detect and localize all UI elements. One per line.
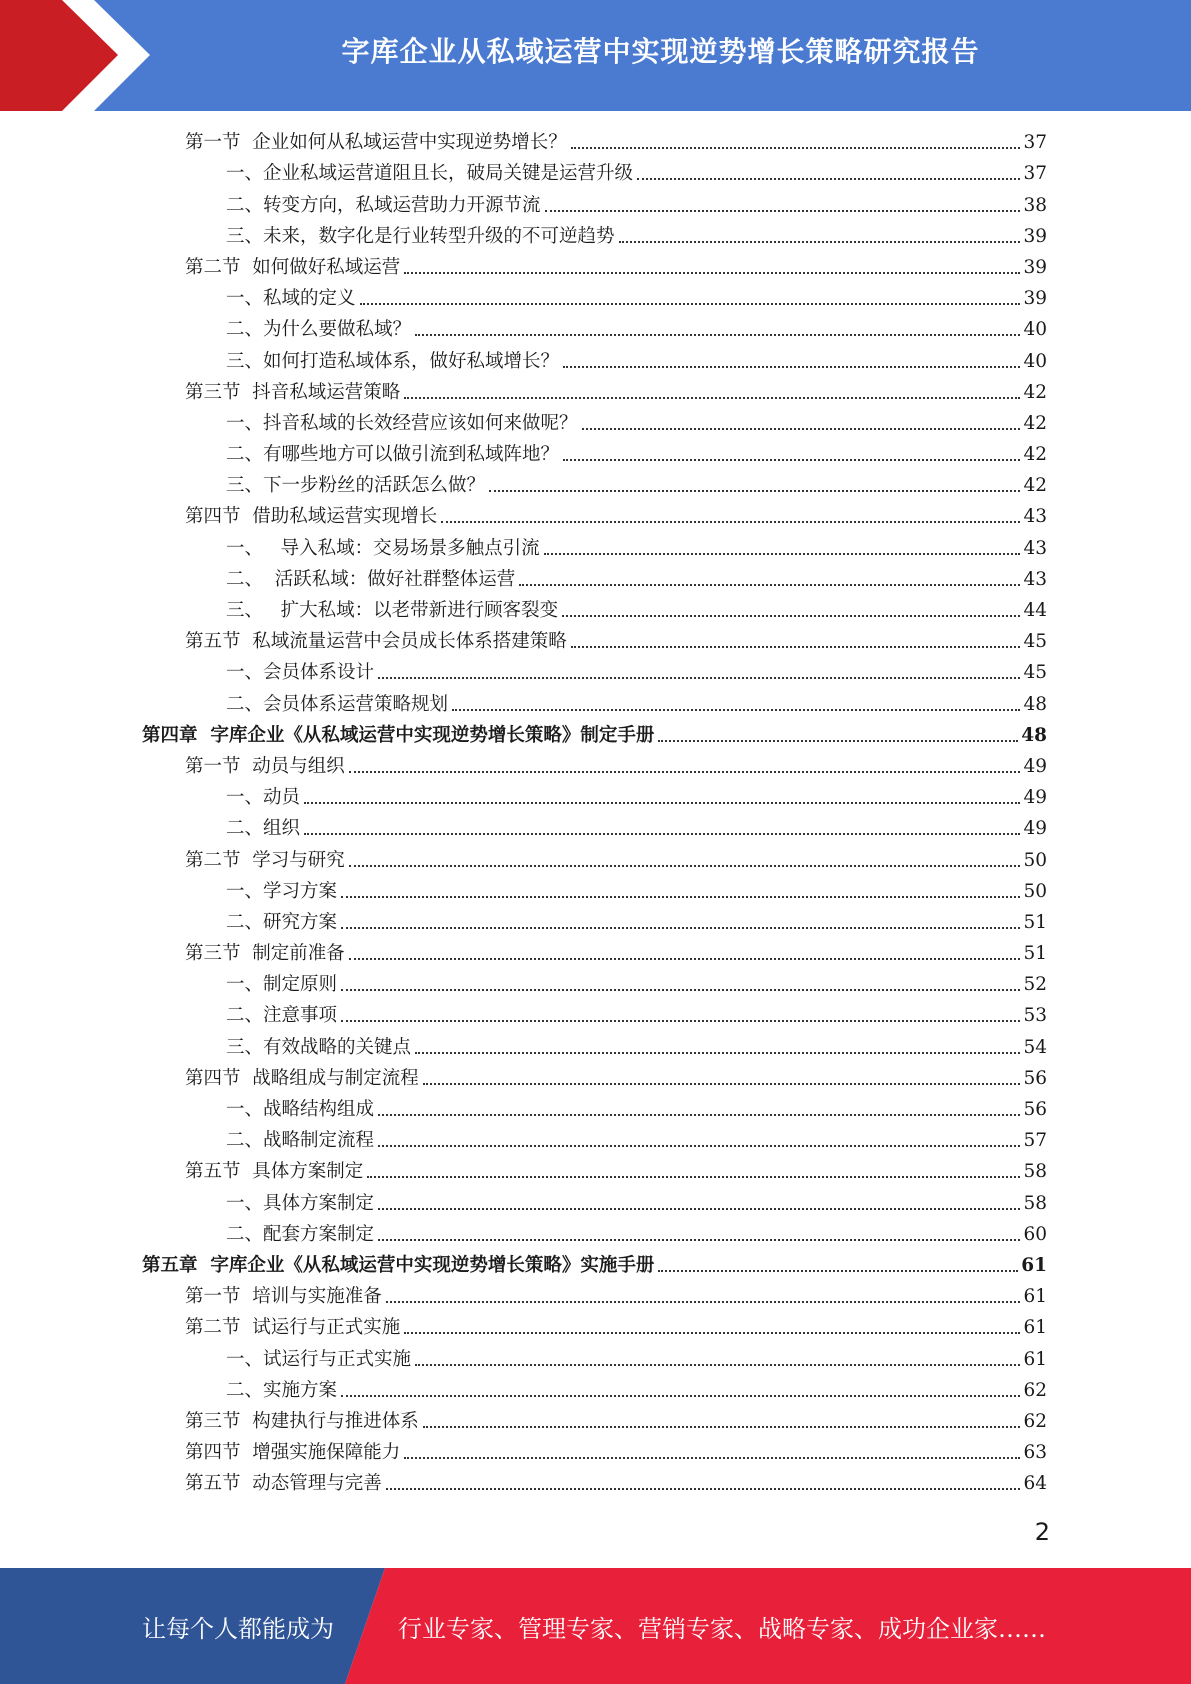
toc-entry-title: 第一节 培训与实施准备 xyxy=(185,1286,382,1308)
toc-dot-leader xyxy=(415,1052,1020,1054)
toc-entry-section[interactable] xyxy=(0,1063,1191,1094)
toc-entry-page-number: 38 xyxy=(1023,194,1047,216)
page-header xyxy=(0,0,1191,111)
toc-entry-page-number: 64 xyxy=(1023,1473,1047,1495)
toc-entry-section[interactable] xyxy=(0,252,1191,283)
toc-entry-item[interactable] xyxy=(0,1375,1191,1406)
toc-entry-page-number: 54 xyxy=(1023,1036,1047,1058)
toc-entry-item[interactable] xyxy=(0,564,1191,595)
header-arrow-decoration xyxy=(0,0,160,111)
toc-entry-section[interactable] xyxy=(0,1312,1191,1343)
toc-entry-item[interactable] xyxy=(0,1125,1191,1156)
toc-entry-section[interactable] xyxy=(0,377,1191,408)
toc-dot-leader xyxy=(349,865,1021,867)
toc-entry-page-number: 61 xyxy=(1021,1254,1047,1276)
toc-entry-title: 二、会员体系运营策略规划 xyxy=(226,693,449,715)
toc-dot-leader xyxy=(349,958,1021,960)
toc-entry-page-number: 43 xyxy=(1023,506,1047,528)
toc-entry-section[interactable] xyxy=(0,127,1191,158)
toc-dot-leader xyxy=(423,1083,1021,1085)
toc-entry-item[interactable] xyxy=(0,439,1191,470)
toc-entry-title: 一、试运行与正式实施 xyxy=(226,1348,412,1370)
toc-entry-page-number: 37 xyxy=(1023,132,1047,154)
page-footer xyxy=(0,1568,1191,1684)
toc-entry-item[interactable] xyxy=(0,876,1191,907)
toc-entry-section[interactable] xyxy=(0,938,1191,969)
toc-dot-leader xyxy=(378,1208,1020,1210)
toc-entry-title: 一、 导入私域：交易场景多触点引流 xyxy=(226,537,540,559)
toc-dot-leader xyxy=(360,303,1021,305)
toc-entry-page-number: 62 xyxy=(1023,1379,1047,1401)
table-of-contents xyxy=(0,127,1191,1499)
toc-entry-page-number: 52 xyxy=(1023,974,1047,996)
toc-dot-leader xyxy=(404,1457,1020,1459)
toc-entry-title: 三、有效战略的关键点 xyxy=(226,1036,412,1058)
toc-entry-item[interactable] xyxy=(0,345,1191,376)
toc-entry-section[interactable] xyxy=(0,626,1191,657)
toc-entry-page-number: 61 xyxy=(1023,1286,1047,1308)
toc-entry-title: 二、有哪些地方可以做引流到私域阵地？ xyxy=(226,444,560,466)
toc-entry-title: 二、配套方案制定 xyxy=(226,1223,375,1245)
toc-dot-leader xyxy=(637,178,1020,180)
toc-dot-leader xyxy=(423,1426,1021,1428)
toc-entry-page-number: 62 xyxy=(1023,1410,1047,1432)
toc-dot-leader xyxy=(571,646,1021,648)
toc-dot-leader xyxy=(563,459,1020,461)
toc-entry-page-number: 61 xyxy=(1023,1348,1047,1370)
toc-entry-item[interactable] xyxy=(0,221,1191,252)
toc-entry-item[interactable] xyxy=(0,532,1191,563)
toc-entry-page-number: 60 xyxy=(1023,1223,1047,1245)
toc-entry-title: 二、研究方案 xyxy=(226,911,338,933)
toc-entry-page-number: 44 xyxy=(1023,600,1047,621)
toc-entry-page-number: 40 xyxy=(1023,350,1047,372)
report-title: 字库企业从私域运营中实现逆势增长策略研究报告 xyxy=(341,35,980,68)
toc-dot-leader xyxy=(658,740,1018,742)
toc-entry-title: 一、动员 xyxy=(226,787,301,809)
toc-entry-page-number: 51 xyxy=(1023,943,1047,965)
toc-entry-section[interactable] xyxy=(0,1281,1191,1312)
toc-entry-title: 第五节 具体方案制定 xyxy=(185,1161,364,1183)
toc-entry-section[interactable] xyxy=(0,1406,1191,1437)
toc-dot-leader xyxy=(582,428,1021,430)
toc-dot-leader xyxy=(452,709,1020,711)
toc-dot-leader xyxy=(378,1145,1020,1147)
toc-entry-section[interactable] xyxy=(0,844,1191,875)
toc-entry-item[interactable] xyxy=(0,907,1191,938)
toc-entry-page-number: 49 xyxy=(1023,787,1047,809)
toc-dot-leader xyxy=(341,989,1020,991)
toc-entry-page-number: 42 xyxy=(1023,381,1047,403)
toc-entry-page-number: 49 xyxy=(1023,818,1047,840)
toc-entry-page-number: 45 xyxy=(1023,631,1047,653)
toc-entry-page-number: 42 xyxy=(1023,475,1047,497)
toc-dot-leader xyxy=(404,397,1020,399)
toc-entry-title: 二、实施方案 xyxy=(226,1379,338,1401)
toc-dot-leader xyxy=(386,1301,1021,1303)
toc-dot-leader xyxy=(441,521,1020,523)
toc-entry-title: 二、注意事项 xyxy=(226,1005,338,1027)
toc-entry-page-number: 57 xyxy=(1023,1130,1047,1152)
toc-entry-title: 一、会员体系设计 xyxy=(226,662,375,684)
toc-dot-leader xyxy=(341,896,1020,898)
toc-entry-item[interactable] xyxy=(0,813,1191,844)
toc-entry-title: 第一节 企业如何从私域运营中实现逆势增长？ xyxy=(185,132,567,154)
toc-entry-title: 第四节 借助私域运营实现增长 xyxy=(185,506,438,528)
toc-entry-item[interactable] xyxy=(0,969,1191,1000)
footer-slogan-right: 行业专家、管理专家、营销专家、战略专家、成功企业家…… xyxy=(398,1614,1046,1643)
toc-dot-leader xyxy=(404,1332,1020,1334)
toc-entry-item[interactable] xyxy=(0,408,1191,439)
toc-dot-leader xyxy=(341,927,1020,929)
toc-entry-page-number: 63 xyxy=(1023,1442,1047,1464)
toc-entry-page-number: 42 xyxy=(1023,444,1047,466)
toc-entry-title: 第二节 如何做好私域运营 xyxy=(185,256,401,278)
toc-entry-page-number: 40 xyxy=(1023,319,1047,341)
toc-entry-page-number: 49 xyxy=(1023,755,1047,777)
toc-dot-leader xyxy=(378,1239,1020,1241)
toc-entry-title: 三、如何打造私域体系，做好私域增长？ xyxy=(226,350,560,372)
toc-entry-item[interactable] xyxy=(0,1343,1191,1374)
toc-entry-title: 二、转变方向，私域运营助力开源节流 xyxy=(226,194,541,216)
toc-entry-title: 第四章 字库企业《从私域运营中实现逆势增长策略》制定手册 xyxy=(142,724,655,746)
toc-entry-chapter[interactable] xyxy=(0,720,1191,751)
toc-dot-leader xyxy=(341,1395,1020,1397)
toc-dot-leader xyxy=(415,1364,1020,1366)
toc-entry-page-number: 39 xyxy=(1023,225,1047,247)
toc-entry-title: 二、 活跃私域：做好社群整体运营 xyxy=(226,568,516,590)
toc-entry-page-number: 39 xyxy=(1023,256,1047,278)
toc-entry-page-number: 53 xyxy=(1023,1005,1047,1027)
toc-dot-leader xyxy=(386,1488,1021,1490)
toc-entry-page-number: 61 xyxy=(1023,1317,1047,1339)
toc-entry-item[interactable] xyxy=(0,1000,1191,1031)
toc-entry-title: 一、学习方案 xyxy=(226,880,338,902)
toc-entry-page-number: 50 xyxy=(1023,849,1047,871)
toc-entry-title: 二、为什么要做私域？ xyxy=(226,319,412,341)
toc-entry-page-number: 42 xyxy=(1023,412,1047,434)
toc-dot-leader xyxy=(544,553,1021,555)
toc-entry-item[interactable] xyxy=(0,1187,1191,1218)
toc-entry-title: 第三节 制定前准备 xyxy=(185,943,345,965)
toc-entry-page-number: 58 xyxy=(1023,1192,1047,1214)
toc-entry-item[interactable] xyxy=(0,283,1191,314)
toc-entry-page-number: 48 xyxy=(1023,693,1047,715)
toc-dot-leader xyxy=(489,490,1020,492)
toc-entry-title: 第二节 试运行与正式实施 xyxy=(185,1317,401,1339)
toc-entry-page-number: 51 xyxy=(1023,911,1047,933)
toc-entry-item[interactable] xyxy=(0,314,1191,345)
toc-entry-title: 第五节 动态管理与完善 xyxy=(185,1473,382,1495)
toc-entry-title: 第五节 私域流量运营中会员成长体系搭建策略 xyxy=(185,631,567,653)
page-number: 2 xyxy=(1034,1518,1050,1546)
toc-entry-title: 一、战略结构组成 xyxy=(226,1099,375,1120)
toc-entry-title: 第一节 动员与组织 xyxy=(185,755,345,777)
toc-dot-leader xyxy=(367,1176,1020,1178)
toc-dot-leader xyxy=(519,584,1020,586)
toc-entry-title: 第二节 学习与研究 xyxy=(185,849,345,871)
toc-entry-title: 第四节 战略组成与制定流程 xyxy=(185,1067,419,1089)
toc-entry-page-number: 43 xyxy=(1023,537,1047,559)
toc-dot-leader xyxy=(545,210,1021,212)
toc-dot-leader xyxy=(571,147,1021,149)
toc-entry-title: 第三节 构建执行与推进体系 xyxy=(185,1410,419,1432)
toc-entry-item[interactable] xyxy=(0,470,1191,501)
toc-entry-page-number: 56 xyxy=(1023,1099,1047,1120)
toc-entry-item[interactable] xyxy=(0,1219,1191,1250)
toc-dot-leader xyxy=(619,241,1021,243)
toc-entry-item[interactable] xyxy=(0,688,1191,719)
toc-entry-item[interactable] xyxy=(0,1094,1191,1125)
toc-dot-leader xyxy=(378,677,1020,679)
toc-entry-item[interactable] xyxy=(0,595,1191,626)
toc-entry-page-number: 58 xyxy=(1023,1161,1047,1183)
toc-entry-page-number: 37 xyxy=(1023,163,1047,185)
toc-entry-chapter[interactable] xyxy=(0,1250,1191,1281)
toc-entry-title: 一、私域的定义 xyxy=(226,288,356,310)
toc-entry-page-number: 45 xyxy=(1023,662,1047,684)
toc-dot-leader xyxy=(562,615,1020,617)
toc-entry-section[interactable] xyxy=(0,1468,1191,1499)
toc-entry-page-number: 43 xyxy=(1023,568,1047,590)
toc-entry-item[interactable] xyxy=(0,158,1191,189)
toc-dot-leader xyxy=(658,1270,1018,1272)
toc-dot-leader xyxy=(378,1114,1020,1116)
toc-entry-item[interactable] xyxy=(0,189,1191,220)
toc-entry-section[interactable] xyxy=(0,751,1191,782)
toc-entry-title: 三、下一步粉丝的活跃怎么做？ xyxy=(226,475,486,497)
toc-entry-section[interactable] xyxy=(0,501,1191,532)
toc-entry-section[interactable] xyxy=(0,1437,1191,1468)
toc-entry-title: 二、战略制定流程 xyxy=(226,1130,375,1152)
toc-entry-title: 一、具体方案制定 xyxy=(226,1192,375,1214)
toc-entry-page-number: 39 xyxy=(1023,288,1047,310)
toc-entry-item[interactable] xyxy=(0,657,1191,688)
toc-entry-item[interactable] xyxy=(0,1031,1191,1062)
toc-entry-title: 三、 扩大私域：以老带新进行顾客裂变 xyxy=(226,600,559,621)
toc-dot-leader xyxy=(415,334,1020,336)
toc-dot-leader xyxy=(404,272,1020,274)
toc-dot-leader xyxy=(304,802,1020,804)
toc-entry-page-number: 50 xyxy=(1023,880,1047,902)
toc-entry-title: 一、制定原则 xyxy=(226,974,338,996)
toc-dot-leader xyxy=(349,771,1021,773)
toc-entry-title: 三、未来，数字化是行业转型升级的不可逆趋势 xyxy=(226,225,615,247)
toc-entry-page-number: 56 xyxy=(1023,1067,1047,1089)
toc-entry-title: 一、企业私域运营道阻且长，破局关键是运营升级 xyxy=(226,163,634,185)
toc-entry-title: 第四节 增强实施保障能力 xyxy=(185,1442,401,1464)
toc-entry-section[interactable] xyxy=(0,1156,1191,1187)
toc-dot-leader xyxy=(563,366,1020,368)
toc-entry-title: 第三节 抖音私域运营策略 xyxy=(185,381,401,403)
toc-entry-page-number: 48 xyxy=(1021,724,1047,746)
toc-dot-leader xyxy=(304,833,1020,835)
toc-entry-item[interactable] xyxy=(0,782,1191,813)
toc-dot-leader xyxy=(341,1020,1020,1022)
toc-entry-title: 第五章 字库企业《从私域运营中实现逆势增长策略》实施手册 xyxy=(142,1254,655,1276)
toc-entry-title: 一、抖音私域的长效经营应该如何来做呢？ xyxy=(226,412,578,434)
toc-entry-title: 二、组织 xyxy=(226,818,301,840)
footer-slogan-left: 让每个人都能成为 xyxy=(142,1614,334,1643)
